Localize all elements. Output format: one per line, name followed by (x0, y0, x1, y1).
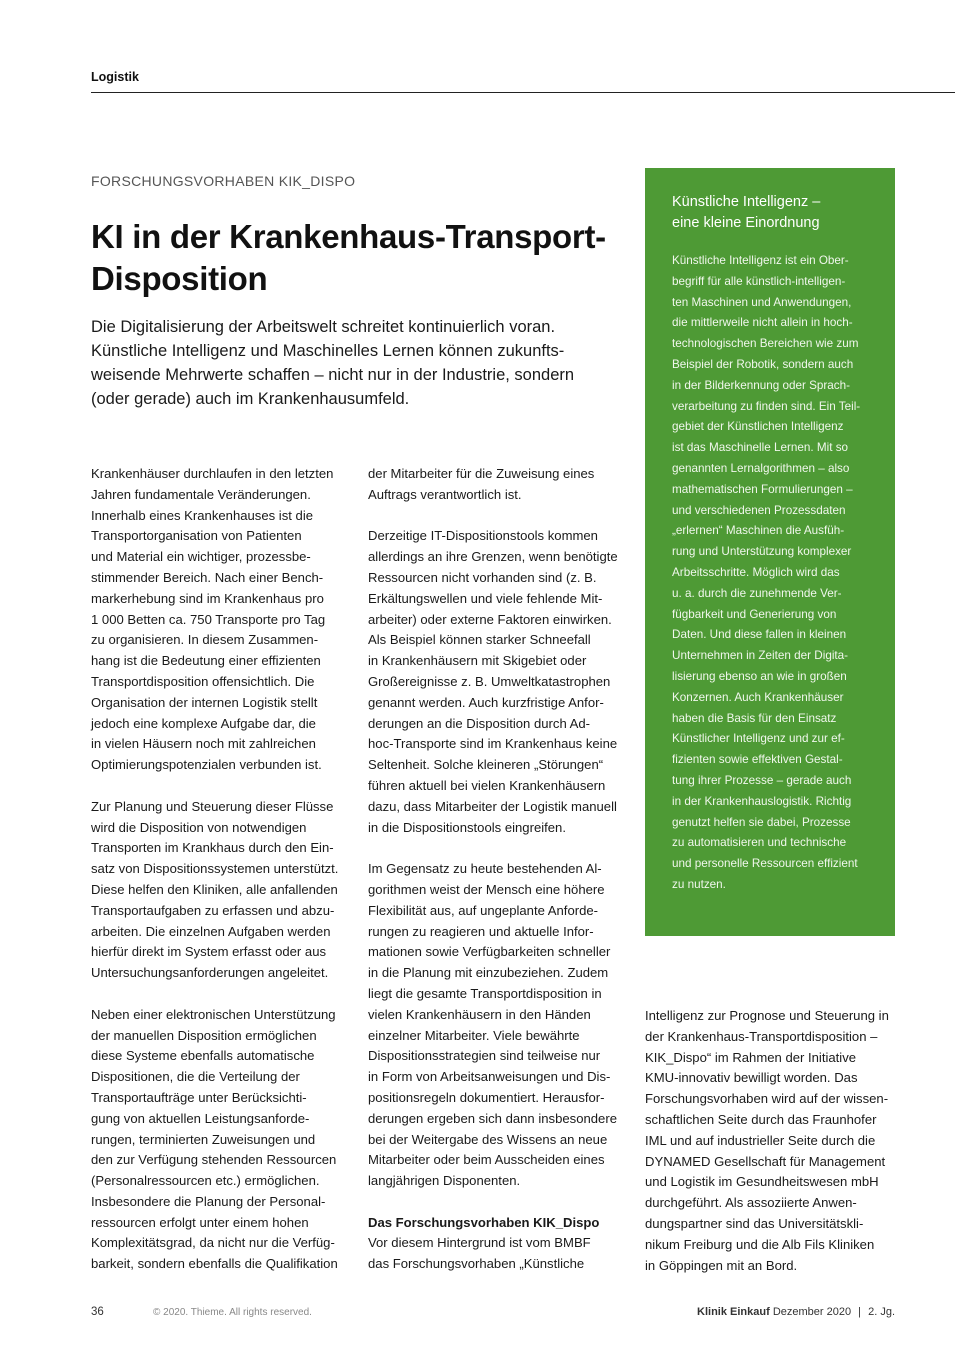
article-title (91, 216, 631, 300)
text-line: Intelligenz zur Prognose und Steuerung in (645, 1008, 889, 1023)
text-line: Seltenheit. Solche kleineren „Störungen“ (368, 757, 604, 773)
text-line: Transportaufträge unter Berücksichti- (91, 1089, 307, 1105)
text-line: der manuellen Disposition ermöglichen (91, 1027, 317, 1043)
text-line: das Forschungsvorhaben „Künstliche (368, 1256, 585, 1272)
paragraph (91, 1005, 343, 1275)
text-line: arbeiter) oder externe Faktoren einwirken. (368, 611, 612, 627)
info-box-line: genannten Lernalgorithmen – also (672, 461, 850, 475)
info-box-line: und verschiedenen Prozessdaten (672, 503, 846, 517)
info-box-line: begriff für alle künstlich-intelligen- (672, 274, 846, 288)
text-line: Transportaufgaben zu erfassen und abzu- (91, 902, 335, 918)
text-line: einzelner Mitarbeiter. Viele bewährte (368, 1027, 580, 1043)
text-line: der Krankenhaus-Transportdisposition – (645, 1028, 878, 1044)
text-line: in die Planung mit einzubeziehen. Zudem (368, 965, 609, 981)
text-line: IML und auf industrieller Seite durch die (645, 1132, 876, 1148)
text-line: in Krankenhäusern mit Skigebiet oder (368, 653, 587, 669)
info-box-line: die mittlerweile nicht allein in hoch- (672, 316, 853, 330)
info-box-line: zu nutzen. (672, 877, 726, 891)
info-box-line: mathematischen Formulierungen – (672, 482, 853, 496)
info-box-line: fügbarkeit und Generierung von (672, 607, 837, 621)
lead-line: Die Digitalisierung der Arbeitswelt schreitet kontinuierlich voran. (91, 318, 556, 336)
text-line: Zur Planung und Steuerung dieser Flüsse (91, 798, 334, 814)
paragraph (368, 1213, 620, 1275)
section-label: Logistik (91, 70, 139, 84)
text-line: in Göppingen mit an Bord. (645, 1257, 798, 1273)
info-box-line: tung ihrer Prozesse – gerade auch (672, 773, 852, 787)
text-line: zu organisieren. In diesem Zusammen- (91, 632, 319, 648)
text-line: barkeit, sondern ebenfalls die Qualifikation (91, 1256, 338, 1272)
info-box-line: Künstliche Intelligenz ist ein Ober- (672, 254, 849, 267)
info-box-line: zu automatisieren und technische (672, 836, 847, 850)
text-line: gung von aktuellen Leistungsanforde- (91, 1110, 310, 1126)
text-line: diese Systeme ebenfalls automatische (91, 1048, 315, 1064)
text-line: langjährigen Disponenten. (368, 1173, 521, 1189)
text-line: dungspartner sind das Universitätskli- (645, 1215, 864, 1231)
text-line: 1 000 Betten ca. 750 Transporte pro Tag (91, 611, 326, 627)
text-line: Erkältungswellen und viele fehlende Mit- (368, 590, 603, 606)
text-line: Flexibilität aus, auf ungeplante Anforde- (368, 902, 599, 918)
paragraph (368, 859, 620, 1192)
text-line: arbeiten. Die einzelnen Aufgaben werden (91, 923, 331, 939)
text-line: Ressourcen nicht vorhanden sind (z. B. (368, 569, 597, 585)
text-line: Insbesondere die Planung der Personal- (91, 1193, 326, 1209)
info-box-line: verarbeitung zu finden sind. Ein Teil- (672, 399, 861, 413)
title-line: KI in der Krankenhaus-Transport- (91, 218, 606, 255)
text-line: Diese helfen den Kliniken, alle anfallenden (91, 881, 338, 897)
info-box (645, 168, 895, 936)
journal-issue: Dezember 2020 (772, 1306, 852, 1318)
info-box-line: ist das Maschinelle Lernen. Mit so (672, 441, 849, 455)
info-box-line: Künstlicher Intelligenz und zur ef- (672, 732, 845, 746)
text-line: schaftlichen Seite durch das Fraunhofer (645, 1111, 877, 1127)
paragraph (368, 464, 620, 506)
paragraph (645, 1006, 897, 1276)
text-line: stimmender Bereich. Nach einer Bench- (91, 569, 324, 585)
text-line: Mitarbeiter oder beim Ausscheiden eines (368, 1152, 605, 1168)
text-line: gorithmen weist der Mensch eine höhere (368, 881, 605, 897)
text-line: dazu, dass Mitarbeiter der Logistik manuell (368, 798, 617, 814)
info-box-line: Daten. Und diese fallen in kleinen (672, 628, 847, 642)
text-line: Forschungsvorhaben wird auf der wissen- (645, 1091, 889, 1107)
paragraph (368, 526, 620, 838)
text-line: ressourcen erfolgt unter einem hohen (91, 1214, 309, 1230)
info-box-line: „erlernen“ Maschinen die Ausfüh- (672, 524, 845, 538)
text-line: jedoch eine komplexe Aufgabe dar, die (91, 715, 316, 731)
subheading: Das Forschungsvorhaben KIK_Dispo (368, 1214, 600, 1230)
text-line: Organisation der internen Logistik stellt (91, 694, 318, 710)
text-line: in vielen Häusern noch mit zahlreichen (91, 736, 316, 752)
info-box-line: in der Krankenhauslogistik. Richtig (672, 794, 852, 808)
article-kicker: FORSCHUNGSVORHABEN KIK_DISPO (91, 173, 356, 189)
footer-separator: | (858, 1306, 862, 1318)
info-box-line: und personelle Ressourcen effizient (672, 857, 858, 871)
info-box-line: lisierung ebenso an wie in großen (672, 669, 847, 683)
text-line: DYNAMED Gesellschaft für Management (645, 1153, 886, 1169)
text-line: Als Beispiel können starker Schneefall (368, 632, 591, 648)
text-line: Neben einer elektronischen Unterstützung (91, 1006, 336, 1022)
header-rule (91, 92, 955, 93)
paragraph (91, 797, 343, 984)
text-line: bei der Weitergabe des Wissens an neue (368, 1131, 608, 1147)
title-line: Disposition (91, 260, 268, 297)
text-line: in Form von Arbeitsanweisungen und Dis- (368, 1069, 611, 1085)
info-box-line: fizienten sowie effektiven Gestal- (672, 753, 843, 767)
text-line: (Personalressourcen etc.) ermöglichen. (91, 1173, 320, 1189)
text-line: hierfür direkt im System erfasst oder aus (91, 944, 327, 960)
text-line: Auftrags verantwortlich ist. (368, 486, 522, 502)
text-line: Dispositionsstrategien sind teilweise nur (368, 1048, 601, 1064)
info-box-line: genutzt helfen sie dabei, Prozesse (672, 815, 851, 829)
text-line: Jahren fundamentale Veränderungen. (91, 486, 311, 502)
info-box-line: Beispiel der Robotik, sondern auch (672, 357, 854, 371)
text-line: und Material ein wichtiger, prozessbe- (91, 549, 311, 565)
paragraph (91, 464, 343, 776)
text-line: Optimierungspotenzialen verbunden ist. (91, 757, 322, 773)
info-box-line: technologischen Bereichen wie zum (672, 337, 859, 351)
text-line: und Logistik im Gesundheitswesen mbH (645, 1174, 879, 1190)
text-line: Vor diesem Hintergrund ist vom BMBF (368, 1235, 591, 1251)
text-line: hoc-Transporte sind im Krankenhaus keine (368, 736, 618, 752)
info-box-line: u. a. durch die zunehmende Ver- (672, 586, 842, 600)
text-line: vielen Krankenhäusern in den Händen (368, 1006, 591, 1022)
journal-name: Klinik Einkauf (697, 1306, 770, 1318)
text-line: allerdings an ihre Grenzen, wenn benötigte (368, 549, 618, 565)
journal-volume: 2. Jg. (868, 1306, 895, 1318)
text-line: Innerhalb eines Krankenhauses ist die (91, 507, 314, 523)
text-line: Transportdisposition offensichtlich. Die (91, 673, 315, 689)
info-box-line: Unternehmen in Zeiten der Digita- (672, 649, 849, 663)
text-line: Transportorganisation von Patienten (91, 528, 302, 544)
text-line: KIK_Dispo“ im Rahmen der Initiative (645, 1049, 857, 1065)
body-column-2 (368, 464, 620, 1275)
text-line: Großereignisse z. B. Umweltkatastrophen (368, 673, 611, 689)
text-line: liegt die gesamte Transportdisposition in (368, 985, 602, 1001)
page-number: 36 (91, 1306, 104, 1318)
info-box-title-line: eine kleine Einordnung (672, 215, 820, 231)
text-line: Im Gegensatz zu heute bestehenden Al- (368, 861, 602, 877)
text-line: derungen ergeben sich dann insbesondere (368, 1110, 617, 1126)
text-line: rungen, terminierten Zuweisungen und (91, 1131, 316, 1147)
text-line: wird die Disposition von notwendigen (91, 819, 307, 835)
text-line: Untersuchungsanforderungen angeleitet. (91, 965, 329, 981)
text-line: in die Dispositionstools eingreifen. (368, 819, 566, 835)
info-box-line: Arbeitsschritte. Möglich wird das (672, 565, 840, 579)
text-line: rungen zu reagieren und aktuelle Infor- (368, 923, 594, 939)
text-line: markerhebung sind im Krankenhaus pro (91, 590, 324, 606)
text-line: nikum Freiburg und die Alb Fils Kliniken (645, 1236, 875, 1252)
text-line: Komplexitätsgrad, da nicht nur die Verfüg- (91, 1235, 335, 1251)
text-line: derungen an die Disposition durch Ad- (368, 715, 591, 731)
text-line: satz von Dispositionssystemen unterstützt. (91, 861, 339, 877)
lead-line: weisende Mehrwerte schaffen – nicht nur in der Industrie, sondern (91, 366, 575, 384)
copyright-notice: © 2020. Thieme. All rights reserved. (153, 1307, 312, 1318)
text-line: durchgeführt. Als assoziierte Anwen- (645, 1195, 857, 1211)
lead-line: (oder gerade) auch im Krankenhausumfeld. (91, 390, 410, 408)
lead-line: Künstliche Intelligenz und Maschinelles Lernen können zukunfts- (91, 342, 565, 360)
text-line: mationen sowie Verfügbarkeiten schneller (368, 944, 611, 960)
text-line: der Mitarbeiter für die Zuweisung eines (368, 466, 595, 481)
info-box-line: in der Bilderkennung oder Sprach- (672, 378, 851, 392)
text-line: Derzeitige IT-Dispositionstools kommen (368, 528, 598, 544)
text-line: Krankenhäuser durchlaufen in den letzten (91, 466, 334, 481)
info-box-line: Konzernen. Auch Krankenhäuser (672, 690, 844, 704)
text-line: positionsregeln dokumentiert. Herausfor- (368, 1089, 605, 1105)
body-column-1 (91, 464, 343, 1275)
info-box-title (672, 192, 873, 234)
info-box-line: haben die Basis für den Einsatz (672, 711, 837, 725)
text-line: genannt werden. Auch kurzfristige Anfor- (368, 694, 604, 710)
info-box-line: rung und Unterstützung komplexer (672, 545, 852, 559)
text-line: führen aktuell bei vielen Krankenhäusern (368, 777, 606, 793)
text-line: KMU-innovativ bewilligt worden. Das (645, 1070, 858, 1086)
info-box-title-line: Künstliche Intelligenz – (672, 194, 821, 210)
body-column-3 (645, 1006, 897, 1276)
journal-info (697, 1306, 895, 1318)
text-line: Dispositionen, die die Verteilung der (91, 1069, 300, 1085)
text-line: den zur Verfügung stehenden Ressourcen (91, 1152, 337, 1168)
info-box-line: ten Maschinen und Anwendungen, (672, 295, 852, 309)
info-box-line: gebiet der Künstlichen Intelligenz (672, 420, 844, 434)
article-lead (91, 315, 621, 411)
info-box-body (672, 251, 873, 896)
text-line: Transporten im Krankhaus durch den Ein- (91, 840, 334, 856)
text-line: hang ist die Bedeutung einer effizienten (91, 653, 321, 669)
